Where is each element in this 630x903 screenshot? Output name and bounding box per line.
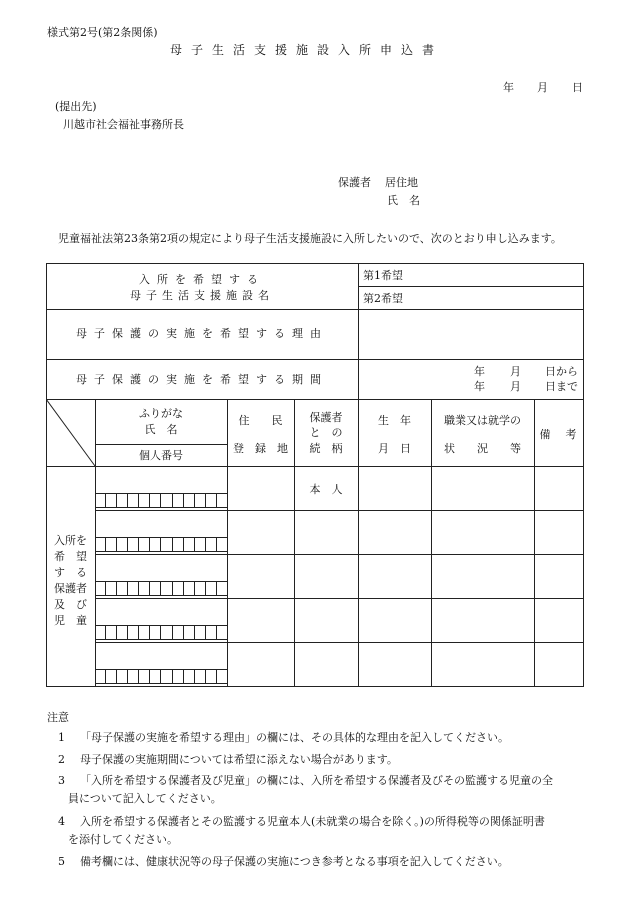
remarks-header: 備 考 (539, 428, 579, 441)
note-text: 員について記入してください。 (68, 792, 222, 805)
note-text: 入所を希望する保護者とその監護する児童本人(未就業の場合を除く。)の所得税等の関係証明書 (80, 815, 545, 828)
period-to-day: 日まで (545, 380, 578, 393)
applicant-address-label: 居住地 (385, 176, 418, 189)
note-item (58, 772, 553, 790)
personal-number-boxes[interactable] (95, 581, 227, 596)
note-text: 「母子保護の実施を希望する理由」の欄には、その具体的な理由を記入してください。 (80, 731, 509, 744)
note-number: 5 (58, 855, 65, 868)
date-day-label: 日 (572, 81, 583, 94)
side-label-line: 入所を (54, 534, 87, 547)
period-from-month: 月 (510, 365, 521, 378)
applicant-name-label: 氏 名 (387, 194, 420, 207)
facility-label-2: 母子生活支援施設名 (130, 289, 274, 302)
personal-number-boxes[interactable] (95, 625, 227, 640)
side-label-line: す る (54, 566, 87, 579)
note-item (58, 853, 509, 871)
first-choice-label: 第1希望 (363, 269, 403, 282)
residence-header-2: 登 録 地 (233, 442, 288, 455)
intro-text: 児童福祉法第23条第2項の規定により母子生活支援施設に入所したいので、次のとおり申し込みます。 (58, 232, 562, 245)
note-item (58, 729, 509, 747)
note-continuation (68, 831, 178, 849)
note-text: 「入所を希望する保護者及び児童」の欄には、入所を希望する保護者及びその監護する児童の全 (80, 774, 553, 787)
submit-to-name: 川越市社会福祉事務所長 (63, 118, 184, 131)
name-header: 氏 名 (144, 423, 178, 436)
period-to-year: 年 (474, 380, 485, 393)
occupation-header-2: 状 況 等 (444, 442, 521, 455)
second-choice-label: 第2希望 (363, 292, 403, 305)
birthdate-header: 生 年 (378, 414, 411, 427)
period-to-month: 月 (510, 380, 521, 393)
personal-number-header: 個人番号 (139, 449, 183, 462)
occupation-header: 職業又は就学の (444, 414, 521, 427)
note-number: 3 (58, 774, 65, 787)
applicant-label: 保護者 (338, 176, 371, 189)
relation-header: 保護者 (309, 411, 343, 424)
side-label-line: 保護者 (54, 582, 87, 595)
personal-number-boxes[interactable] (95, 493, 227, 508)
note-item (58, 813, 545, 831)
note-number: 2 (58, 753, 65, 766)
reason-label: 母子保護の実施を希望する理由 (76, 327, 328, 340)
side-label-line: 希 望 (54, 550, 87, 563)
side-label-line: 及 び (54, 598, 87, 611)
diagonal-line (46, 399, 96, 467)
note-number: 4 (58, 815, 65, 828)
residence-header: 住 民 (238, 414, 283, 427)
personal-number-boxes[interactable] (95, 537, 227, 552)
relation-header-2: と の (309, 426, 343, 439)
date-month-label: 月 (537, 81, 548, 94)
period-label: 母子保護の実施を希望する期間 (76, 373, 328, 386)
facility-label: 入所を希望する (139, 273, 265, 286)
note-text: 備考欄には、健康状況等の母子保護の実施につき参考となる事項を記入してください。 (80, 855, 509, 868)
side-label-line: 児 童 (54, 614, 87, 627)
note-item (58, 751, 398, 769)
furigana-header: ふりがな (139, 407, 183, 420)
form-number: 様式第2号(第2条関係) (47, 26, 158, 39)
note-number: 1 (58, 731, 65, 744)
note-text: を添付してください。 (68, 833, 178, 846)
note-continuation (68, 790, 222, 808)
relation-header-3: 続 柄 (309, 442, 343, 455)
notes-heading: 注意 (47, 711, 69, 724)
period-from-year: 年 (474, 365, 485, 378)
date-year-label: 年 (503, 81, 514, 94)
note-text: 母子保護の実施期間については希望に添えない場合があります。 (80, 753, 398, 766)
page-title: 母子生活支援施設入所申込書 (170, 43, 444, 57)
period-from-day: 日から (545, 365, 578, 378)
personal-number-boxes[interactable] (95, 669, 227, 684)
submit-to-label: (提出先) (55, 100, 97, 113)
birthdate-header-2: 月 日 (378, 442, 411, 455)
applicants-side-label (46, 533, 95, 629)
self-relation-value: 本 人 (309, 483, 343, 496)
